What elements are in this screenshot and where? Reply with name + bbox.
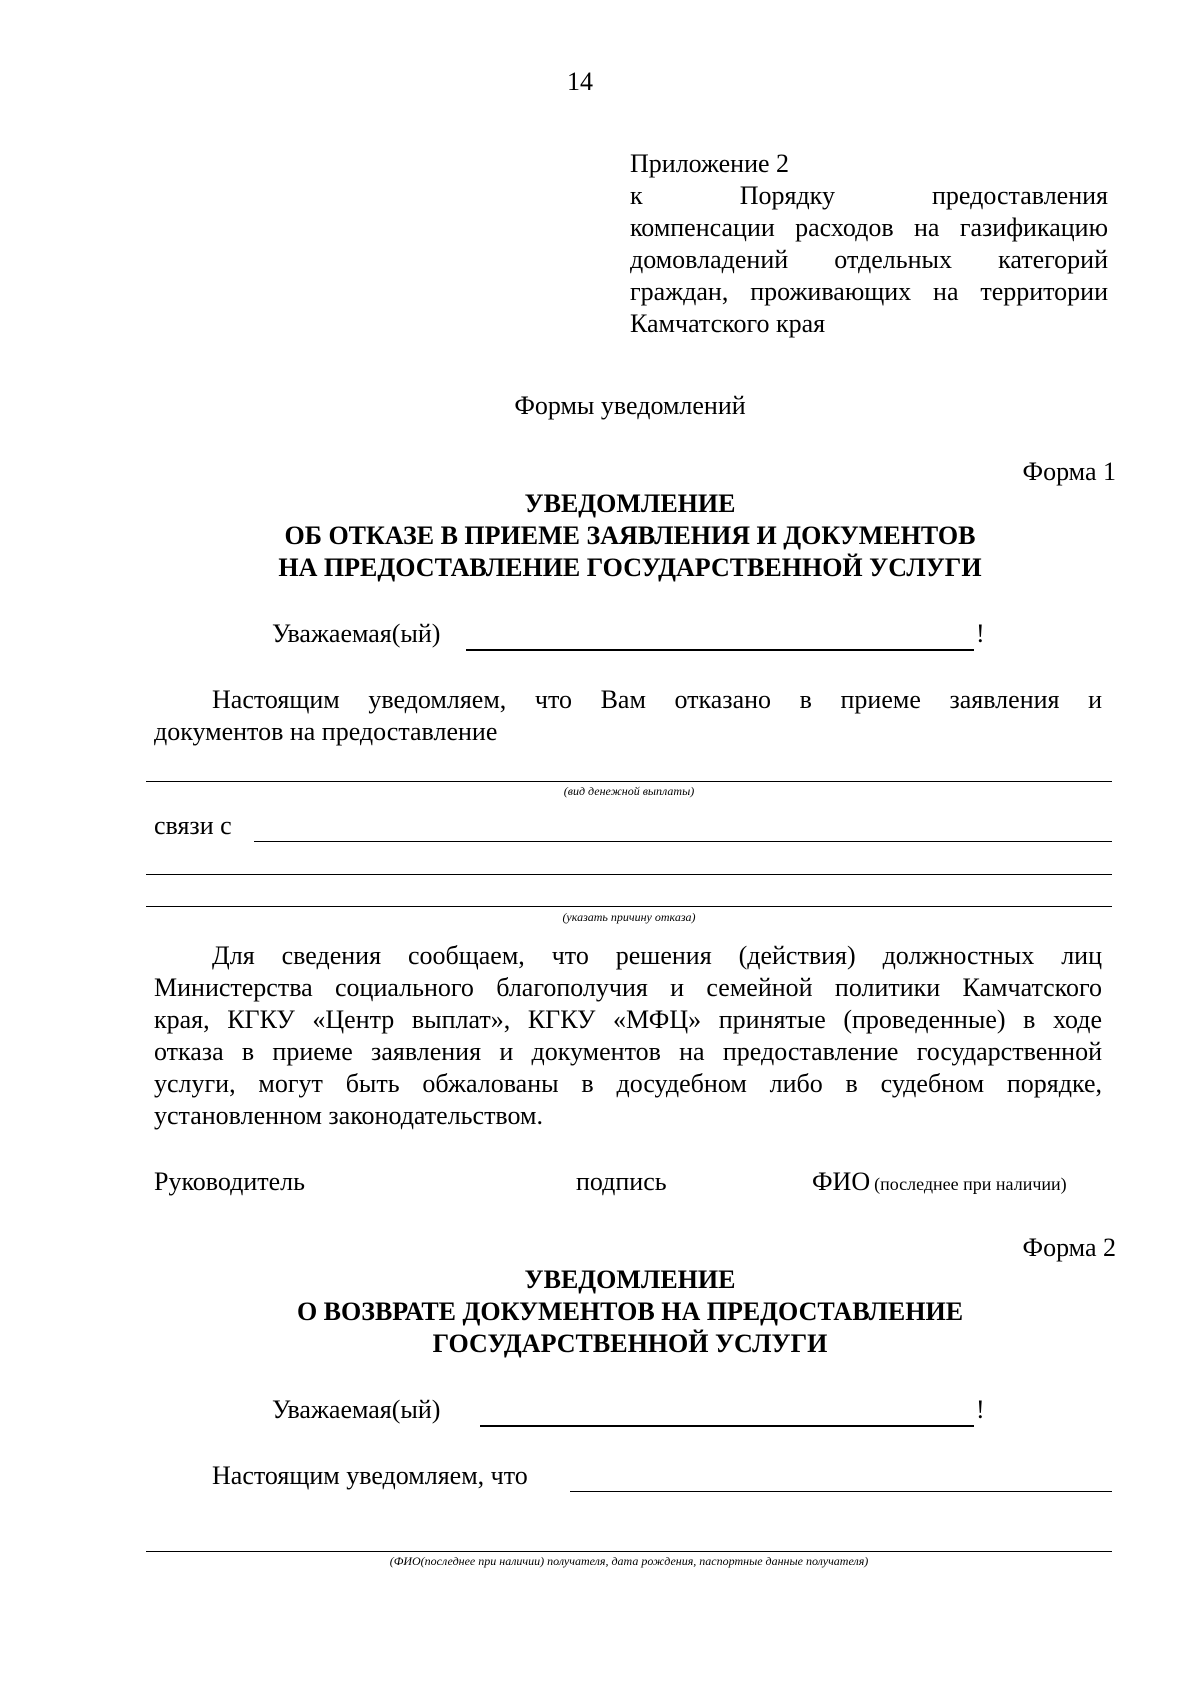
reason-line: [146, 906, 1112, 907]
appendix-block: [630, 148, 1108, 340]
signature-name: [812, 1166, 1067, 1200]
form2-notice-line: [570, 1491, 1112, 1492]
info-line: края, КГКУ «Центр выплат», КГКУ «МФЦ» принятые (проведенные) в ходе: [154, 1005, 1102, 1034]
form2-title: УВЕДОМЛЕНИЕ: [524, 1265, 736, 1294]
payment-type-caption: (вид денежной выплаты): [563, 784, 695, 798]
appendix-line: компенсации расходов на газификацию: [630, 213, 1108, 242]
appendix-title: Приложение 2: [630, 149, 790, 178]
form2-label: Форма 2: [1022, 1233, 1116, 1262]
appendix-line: домовладений отдельных категорий: [630, 245, 1108, 274]
form2-notice: Настоящим уведомляем, что: [212, 1461, 528, 1490]
appendix-line: Камчатского края: [630, 309, 826, 338]
recipient-name-line: [480, 1425, 974, 1427]
info-line: Министерства социального благополучия и семейной политики Камчатского: [154, 973, 1102, 1002]
recipient-name-line: [466, 649, 974, 651]
form1-title: УВЕДОМЛЕНИЕ: [524, 489, 736, 518]
signature-name-label: ФИО: [812, 1167, 871, 1196]
payment-type-line: [146, 781, 1112, 782]
form1-greeting-end: !: [976, 619, 985, 648]
recipient-details-caption: (ФИО(последнее при наличии) получателя, дата рождения, паспортные данные получателя): [389, 1554, 869, 1568]
reason-line: [146, 874, 1112, 875]
form1-label: Форма 1: [1022, 457, 1116, 486]
form1-notice-line: Настоящим уведомляем, что Вам отказано в приеме заявления и: [212, 685, 1102, 714]
form2-title: ГОСУДАРСТВЕННОЙ УСЛУГИ: [432, 1329, 828, 1358]
form1-title: ОБ ОТКАЗЕ В ПРИЕМЕ ЗАЯВЛЕНИЯ И ДОКУМЕНТОВ: [284, 521, 976, 550]
form2-greeting: Уважаемая(ый): [272, 1395, 441, 1424]
signature-sign: подпись: [576, 1167, 667, 1196]
form1-greeting: Уважаемая(ый): [272, 619, 441, 648]
reason-line: [254, 841, 1112, 842]
form2-greeting-end: !: [976, 1395, 985, 1424]
info-line: отказа в приеме заявления и документов на предоставление государственной: [154, 1037, 1102, 1066]
appendix-line: граждан, проживающих на территории: [630, 277, 1108, 306]
reason-caption: (указать причину отказа): [562, 910, 696, 924]
signature-name-note: (последнее при наличии): [874, 1174, 1067, 1194]
signature-head: Руководитель: [154, 1167, 305, 1196]
form1-notice-line: документов на предоставление: [154, 717, 498, 746]
info-line: услуги, могут быть обжалованы в досудебном либо в судебном порядке,: [154, 1069, 1102, 1098]
info-line: Для сведения сообщаем, что решения (действия) должностных лиц: [212, 941, 1102, 970]
appendix-line: к Порядку предоставления: [630, 181, 1108, 210]
form1-title: НА ПРЕДОСТАВЛЕНИЕ ГОСУДАРСТВЕННОЙ УСЛУГИ: [278, 553, 982, 582]
form2-title: О ВОЗВРАТЕ ДОКУМЕНТОВ НА ПРЕДОСТАВЛЕНИЕ: [296, 1297, 964, 1326]
form1-info-paragraph: [154, 940, 1102, 1132]
page-number: 14: [567, 67, 593, 96]
reason-prefix: связи с: [154, 811, 232, 840]
info-line: установленном законодательством.: [154, 1101, 543, 1130]
forms-heading: Формы уведомлений: [514, 391, 746, 420]
recipient-details-line: [146, 1551, 1112, 1552]
